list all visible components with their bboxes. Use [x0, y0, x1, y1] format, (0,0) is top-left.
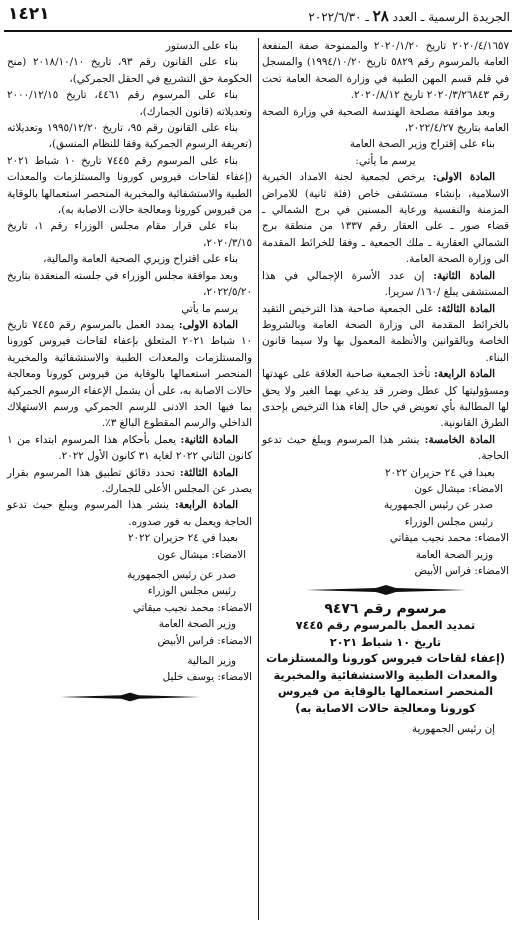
paragraph: بناء على القانون رقم ٩٣، تاريخ ٢٠١٨/١٠/١٠ (منح الحكومة حق التشريع في الحقل الجمركي)،: [7, 56, 252, 85]
article-label: المادة الاولى:: [178, 318, 238, 331]
left-column: [7, 38, 252, 708]
article-label: المادة الرابعة:: [174, 499, 238, 512]
article-5: [262, 432, 509, 465]
article-text: على الجمعية صاحبة هذا الترخيص التقيد بالخرائط المقدمة الى وزارة الصحة العامة وبالشروط الخاصة وبالقوانين والأنظمة المعمول بها ولا سيما قانون البناء.: [262, 302, 509, 364]
paragraph: بناء على اقتراح وزيري الصحية العامة والمالية،: [43, 253, 238, 266]
minister-title: وزير الصحة العامة: [158, 618, 236, 631]
decree-number: مرسوم رقم ٩٤٧٦: [324, 601, 447, 618]
paragraph: بناء على المرسوم رقم ٧٤٤٥ تاريخ ١٠ شباط ٢٠٢١ (إعفاء لقاحات فيروس كورونا والمستلزمات والمعدات الطبية والاستشفائية والمخبرية المنحصر استعمالها بالوقاية من فيروس كورونا ومعالجة حالات الاصابة به)،: [7, 154, 252, 217]
article-4: [7, 497, 252, 530]
decree-formula: يرسم ما يأتي: [181, 302, 238, 315]
pm-title: رئيس مجلس الوزراء: [147, 585, 236, 598]
date-line: بعبدا في ٢٤ حزيران ٢٠٢٢: [384, 466, 495, 479]
article-2: [7, 432, 252, 465]
minister-signature: الامضاء: فراس الأبيض: [157, 634, 252, 647]
section-divider-ornament: [60, 692, 200, 702]
minister-signature: الامضاء: فراس الأبيض: [414, 565, 509, 577]
paragraph: بناء على المرسوم رقم ٤٤٦١، تاريخ ٢٠٠٠/١٢/١٥ وتعديلاته (قانون الجمارك)،: [7, 89, 252, 118]
article-3: [7, 465, 252, 498]
president-line: إن رئيس الجمهورية: [411, 722, 495, 735]
article-label: المادة الثانية:: [433, 269, 495, 282]
pm-title: رئيس مجلس الوزراء: [404, 515, 493, 528]
minister-title: وزير الصحة العامة: [415, 548, 493, 561]
decree-title: تمديد العمل بالمرسوم رقم ٧٤٤٥: [295, 619, 476, 632]
paragraph: بناء على القانون رقم ٩٥، تاريخ ١٩٩٥/١٢/٢٠ وتعديلاته (تعريفة الرسوم الجمركية وفقا للنظام المنسق)،: [7, 122, 252, 151]
article-label: المادة الاولى:: [432, 171, 495, 184]
date-line: بعبدا في ٢٤ حزيران ٢٠٢٢: [127, 532, 238, 545]
finance-minister-signature: الامضاء: يوسف خليل: [162, 671, 252, 684]
president-signature: الامضاء: ميشال عون: [414, 482, 503, 495]
paragraph: ٢٠٢٠/٤/١٦٥٧ تاريخ ٢٠٢٠/١/٢٠ والممنوحة صفة المنفعة العامة بالمرسوم رقم ٥٨٢٩ تاريخ ١٩٩٤/١٠/٢٠) والمسجل في قلم قسم المهن الطبية في وزارة الصحة العامة تحت رقم ٢٠٢٠/٣/٢٦٨٤٣ تاريخ ٢٠٢٠/٨/١٢.: [262, 40, 509, 102]
paragraph: بناء على إقتراح وزير الصحة العامة: [349, 138, 495, 151]
paragraph: بناء على قرار مقام مجلس الوزراء رقم ١، تاريخ ٢٠٢٠/٣/١٥،: [7, 220, 252, 249]
section-divider-ornament: [306, 585, 466, 595]
header-rule: [4, 30, 512, 32]
article-text: تأخذ الجمعية صاحبة العلاقة على عهدتها ومسؤوليتها كل عطل وضرر قد يدعي بهما الغير ولا يحق لها المطالبة بأي تعويض في حال إلغاء هذا الترخيص بإحدى الطرق القانونية.: [262, 368, 509, 430]
article-text: ينشر هذا المرسوم ويبلغ حيث تدعو الحاجة ويعمل به فور صدوره.: [7, 499, 252, 528]
decree-heading: [262, 601, 509, 717]
decree-date: تاريخ ١٠ شباط ٢٠٢١: [329, 635, 442, 649]
page-number: ١٤٢١: [8, 4, 50, 24]
article-text: ينشر هذا المرسوم ويبلغ حيث تدعو الحاجة.: [262, 433, 509, 463]
by-order-line: صدر عن رئيس الجمهورية: [126, 569, 236, 581]
pm-signature: الامضاء: محمد نجيب ميقاتي: [132, 601, 252, 614]
article-label: المادة الخامسة:: [424, 433, 495, 446]
article-1: [262, 169, 509, 267]
right-column: [262, 38, 509, 737]
page-header: [6, 4, 510, 28]
article-text: يعمل بأحكام هذا المرسوم ابتداء من ١ كانون الثاني ٢٠٢٢ لغاية ٣١ كانون الأول ٢٠٢٢.: [7, 433, 252, 463]
gazette-name: الجريدة الرسمية ـ العدد: [392, 10, 510, 24]
gazette-title: [308, 7, 510, 25]
paragraph: بناء على الدستور: [165, 40, 238, 52]
article-text: إن عدد الأسرة الإجمالي في هذا المستشفى يبلغ /١٦٠/ سريرا.: [262, 269, 509, 299]
article-label: المادة الرابعة:: [434, 368, 495, 381]
article-label: المادة الثالثة:: [179, 466, 238, 479]
by-order-line: صدر عن رئيس الجمهورية: [383, 499, 493, 512]
decree-subject: (إعفاء لقاحات فيروس كورونا والمستلزمات والمعدات الطبية والاستشفائية والمخبرية المنحصر استعمالها بالوقاية من فيروس كورونا ومعالجة حالات الاصابة به): [266, 652, 505, 715]
decree-formula: يرسم ما يأتي:: [355, 154, 416, 167]
president-signature: الامضاء: ميشال عون: [157, 548, 246, 561]
article-text: تحدد دقائق تطبيق هذا المرسوم بقرار يصدر عن المجلس الأعلى للجمارك.: [7, 466, 252, 495]
pm-signature: الامضاء: محمد نجيب ميقاتي: [389, 532, 509, 545]
article-label: المادة الثانية:: [180, 433, 238, 446]
article-label: المادة الثالثة:: [437, 302, 495, 315]
paragraph: وبعد موافقة مصلحة الهندسة الصحية في وزارة الصحة العامة بتاريخ ٢٠٢٢/٤/٢٧،: [262, 105, 509, 135]
article-text: يمدد العمل بالمرسوم رقم ٧٤٤٥ تاريخ ١٠ شباط ٢٠٢١ المتعلق بإعفاء لقاحات فيروس كورونا والمستلزمات والمعدات الطبية والاستشفائية والمخبرية المنحصر استعمالها بالوقاية من فيروس كورونا ومعالجة حالات الاصابة به، على أن يشمل الإعفاء الرسوم الجمركية بما فيها الحد الادنى للرسم الجمركي ورسم الاستهلاك الداخلي والرسم المقطوع البالغ ٣٪.: [7, 318, 252, 430]
article-4: [262, 366, 509, 432]
issue-number: ٢٨: [372, 7, 389, 25]
finance-minister-title: وزير المالية: [187, 655, 236, 668]
article-text: يرخص لجمعية لجنة الامداد الخيرية الاسلامية، بإنشاء مستشفى خاص (فئة ثانية) للامراض المزمنة والنفسية ورعاية المسنين في برج الشمالي ـ قضاء صور ـ على العقار رقم ١٣٣٧ من منطقة برج الشمالي العقارية ـ ملك الجمعية ـ وفقا للخرائط المقدمة الى وزارة الصحة العامة.: [262, 171, 509, 266]
issue-date: ـ ٢٠٢٢/٦/٣٠: [308, 10, 369, 24]
article-3: [262, 301, 509, 367]
article-1: [7, 317, 252, 432]
article-2: [262, 268, 509, 301]
paragraph: وبعد موافقة مجلس الوزراء في جلسته المنعقدة بتاريخ ٢٠٢٢/٥/٢٠،: [7, 269, 252, 299]
column-divider: [258, 38, 259, 920]
